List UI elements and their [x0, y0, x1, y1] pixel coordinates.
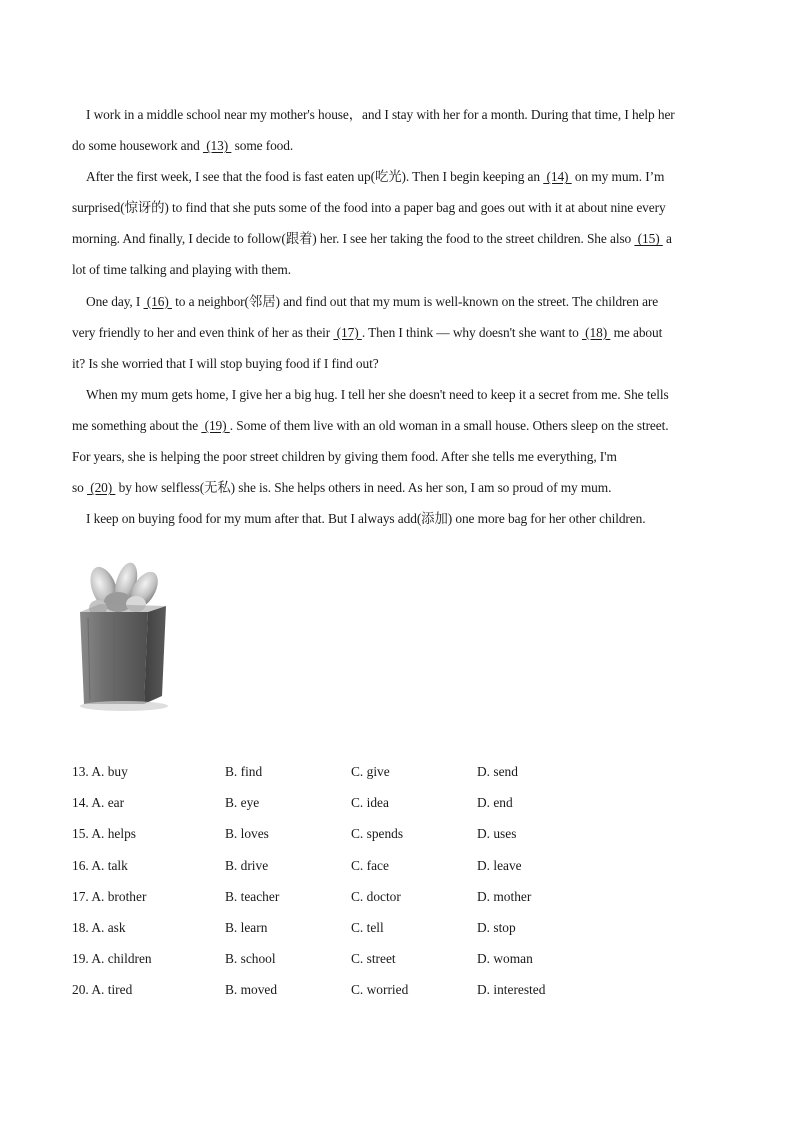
passage-line: so (20) by how selfless(无私) she is. She helps others in need. As her son, I am so proud of my mum.: [72, 480, 612, 496]
blank-15: (15): [634, 231, 663, 247]
blank-20: (20): [86, 480, 116, 496]
option-c: C. idea: [351, 795, 389, 811]
option-b: B. school: [225, 951, 276, 967]
blank-19: (19): [201, 417, 230, 433]
passage-line: After the first week, I see that the food is fast eaten up(吃光). Then I begin keeping an (14) on my mum. I’m: [86, 169, 665, 185]
option-d: D. uses: [477, 826, 517, 842]
passage-line: do some housework and (13) some food.: [72, 138, 294, 154]
passage-line: When my mum gets home, I give her a big hug. I tell her she doesn't need to keep it a secret from me. She tells: [86, 386, 669, 402]
option-b: B. learn: [225, 919, 268, 935]
option-a: 13. A. buy: [72, 764, 128, 779]
cloze-passage: [72, 99, 724, 534]
option-a: 18. A. ask: [72, 919, 126, 935]
passage-line: lot of time talking and playing with them.: [72, 262, 291, 278]
passage-line: One day, I (16) to a neighbor(邻居) and find out that my mum is well-known on the street. The children are: [86, 293, 659, 309]
passage-line: morning. And finally, I decide to follow(跟着) her. I see her taking the food to the street children. She also (15) a: [72, 231, 672, 247]
option-c: C. give: [351, 764, 390, 779]
option-b: B. eye: [225, 795, 260, 811]
option-c: C. street: [351, 951, 396, 967]
option-d: D. mother: [477, 888, 532, 904]
passage-line: me something about the (19) . Some of them live with an old woman in a small house. Others sleep on the street.: [72, 417, 669, 433]
option-d: D. end: [477, 795, 513, 811]
passage-line: For years, she is helping the poor street children by giving them food. After she tells me everything, I'm: [72, 449, 617, 465]
option-c: C. spends: [351, 826, 404, 842]
option-c: C. face: [351, 857, 389, 873]
option-d: D. interested: [477, 982, 546, 998]
option-c: C. tell: [351, 919, 384, 935]
passage-line: I keep on buying food for my mum after that. But I always add(添加) one more bag for her other children.: [86, 511, 646, 527]
option-d: D. send: [477, 764, 518, 779]
option-a: 20. A. tired: [72, 982, 133, 998]
option-d: D. stop: [477, 919, 516, 935]
option-b: B. find: [225, 764, 263, 779]
passage-line: I work in a middle school near my mother's house，and I stay with her for a month. During that time, I help her: [86, 107, 675, 122]
option-a: 16. A. talk: [72, 857, 128, 873]
option-b: B. moved: [225, 982, 278, 998]
blank-17: (17): [333, 324, 362, 340]
option-a: 17. A. brother: [72, 888, 147, 904]
option-c: C. doctor: [351, 888, 401, 904]
blank-13: (13): [202, 138, 232, 154]
option-c: C. worried: [351, 982, 409, 998]
passage-line: surprised(惊讶的) to find that she puts some of the food into a paper bag and goes out with it at about nine every: [72, 200, 666, 216]
passage-line: it? Is she worried that I will stop buying food if I find out?: [72, 355, 379, 371]
option-b: B. drive: [225, 857, 269, 873]
passage-line: very friendly to her and even think of her as their (17) . Then I think — why doesn't she want to (18) me about: [72, 324, 663, 340]
option-a: 19. A. children: [72, 951, 152, 967]
option-b: B. teacher: [225, 888, 280, 904]
paper-grocery-bag-icon: [74, 558, 170, 714]
blank-14: (14): [543, 169, 572, 185]
option-b: B. loves: [225, 826, 269, 842]
blank-18: (18): [581, 324, 611, 340]
option-d: D. leave: [477, 857, 522, 873]
option-a: 14. A. ear: [72, 795, 125, 811]
blank-16: (16): [143, 293, 172, 309]
option-a: 15. A. helps: [72, 826, 136, 842]
option-d: D. woman: [477, 951, 533, 967]
